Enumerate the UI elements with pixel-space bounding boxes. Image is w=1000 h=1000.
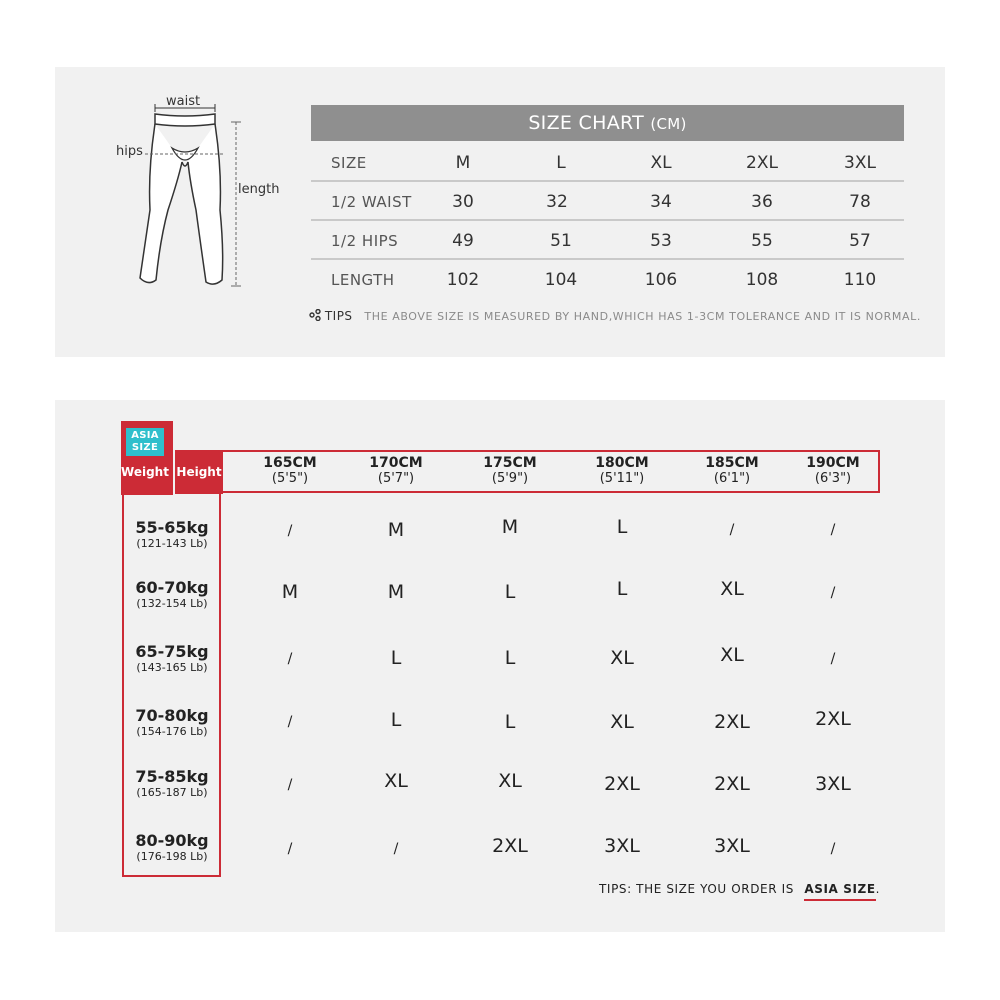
weight-row-header <box>122 768 222 799</box>
size-recommendation-cell: L <box>616 516 628 538</box>
size-recommendation-cell: L <box>504 581 516 603</box>
size-chart-title-bar <box>311 105 904 141</box>
size-recommendation-cell: 2XL <box>815 708 851 730</box>
asia-size-footer-tip <box>599 882 880 896</box>
tips-text: THE ABOVE SIZE IS MEASURED BY HAND,WHICH HAS 1-3CM TOLERANCE AND IT IS NORMAL. <box>364 310 921 323</box>
size-chart-cell: 2XL <box>746 153 778 173</box>
weight-kg: 55-65kg <box>135 518 209 537</box>
badge-bottom-text: SIZE <box>131 442 159 453</box>
size-recommendation-cell: / <box>830 522 836 538</box>
row-label: 1/2 WAIST <box>331 193 412 211</box>
size-recommendation-cell: XL <box>720 644 744 666</box>
size-recommendation-cell: M <box>281 581 299 603</box>
length-label: length <box>238 182 280 197</box>
size-chart-cell: 51 <box>550 231 572 251</box>
size-recommendation-cell: 2XL <box>604 773 640 795</box>
size-recommendation-cell: 3XL <box>714 835 750 857</box>
height-ft: (5'9") <box>491 471 529 486</box>
size-label: SIZE <box>331 154 367 172</box>
weight-row-header <box>122 643 222 674</box>
size-recommendation-cell: / <box>287 841 293 857</box>
size-chart-cell: 106 <box>644 270 678 290</box>
size-chart-cell: 108 <box>745 270 779 290</box>
size-recommendation-cell: / <box>287 714 293 730</box>
size-chart-cell: 78 <box>849 192 871 212</box>
weight-lb: (132-154 Lb) <box>136 597 208 610</box>
weight-kg: 75-85kg <box>135 767 209 786</box>
size-chart-unit: (CM) <box>650 115 687 133</box>
size-chart-row <box>311 182 904 221</box>
height-column-header <box>682 455 782 487</box>
size-recommendation-cell: / <box>287 523 293 539</box>
weight-frame <box>122 494 221 877</box>
badge-top-text: ASIA <box>131 430 159 441</box>
size-recommendation-cell: 2XL <box>492 835 528 857</box>
size-recommendation-cell: L <box>390 709 402 731</box>
weight-kg: 60-70kg <box>135 578 209 597</box>
size-chart-cell: 55 <box>751 231 773 251</box>
footer-asia-size: ASIA SIZE <box>804 882 875 901</box>
size-recommendation-cell: 3XL <box>604 835 640 857</box>
size-recommendation-cell: M <box>387 581 405 603</box>
size-chart-cell: 102 <box>446 270 480 290</box>
size-recommendation-cell: / <box>287 777 293 793</box>
size-chart-cell: 32 <box>546 192 568 212</box>
weight-lb: (165-187 Lb) <box>136 786 208 799</box>
size-recommendation-cell: 3XL <box>815 773 851 795</box>
size-chart-row <box>311 260 904 299</box>
size-recommendation-cell: / <box>393 841 399 857</box>
size-recommendation-cell: L <box>390 647 402 669</box>
size-chart-cell: 104 <box>544 270 578 290</box>
size-recommendation-cell: M <box>501 516 519 538</box>
size-chart-cell: 49 <box>452 231 474 251</box>
size-chart-row <box>311 221 904 260</box>
height-cm: 170CM <box>369 455 423 471</box>
size-recommendation-cell: / <box>729 522 735 538</box>
height-cm: 165CM <box>263 455 317 471</box>
footer-period: . <box>875 882 881 896</box>
size-chart-cell: 110 <box>843 270 877 290</box>
row-label: LENGTH <box>331 271 395 289</box>
weight-lb: (154-176 Lb) <box>136 725 208 738</box>
hips-label: hips <box>116 144 143 159</box>
height-column-header <box>240 455 340 487</box>
height-ft: (6'3") <box>814 471 852 486</box>
height-cm: 190CM <box>806 455 860 471</box>
height-column-header <box>783 455 883 487</box>
weight-lb: (121-143 Lb) <box>136 537 208 550</box>
height-ft: (5'11") <box>599 471 645 486</box>
row-label: 1/2 HIPS <box>331 232 399 250</box>
asia-size-badge <box>121 421 173 495</box>
size-recommendation-cell: L <box>616 578 628 600</box>
height-column-header <box>572 455 672 487</box>
footer-tip-text: TIPS: THE SIZE YOU ORDER IS <box>599 882 794 896</box>
waist-label: waist <box>166 94 201 109</box>
size-recommendation-cell: L <box>504 647 516 669</box>
height-cm: 180CM <box>595 455 649 471</box>
height-column-header <box>460 455 560 487</box>
weight-header: Weight <box>121 465 169 479</box>
height-cm: 185CM <box>705 455 759 471</box>
weight-row-header <box>122 707 222 738</box>
size-recommendation-cell: 2XL <box>714 773 750 795</box>
size-chart-title: SIZE CHART <box>528 112 645 134</box>
weight-kg: 65-75kg <box>135 642 209 661</box>
height-ft: (6'1") <box>713 471 751 486</box>
size-chart-cell: 3XL <box>844 153 876 173</box>
asia-size-tab <box>126 428 164 456</box>
size-recommendation-cell: / <box>830 651 836 667</box>
size-recommendation-cell: L <box>504 711 516 733</box>
size-chart-cell: L <box>556 153 566 173</box>
size-chart-cell: 30 <box>452 192 474 212</box>
size-recommendation-cell: XL <box>384 770 408 792</box>
size-recommendation-cell: / <box>287 651 293 667</box>
height-ft: (5'7") <box>377 471 415 486</box>
size-recommendation-cell: XL <box>720 578 744 600</box>
weight-kg: 80-90kg <box>135 831 209 850</box>
height-cm: 175CM <box>483 455 537 471</box>
size-chart-cell: 53 <box>650 231 672 251</box>
size-chart-cell: 36 <box>751 192 773 212</box>
size-chart-header-row <box>311 143 904 182</box>
height-ft: (5'5") <box>271 471 309 486</box>
size-recommendation-cell: XL <box>610 647 634 669</box>
weight-lb: (176-198 Lb) <box>136 850 208 863</box>
share-icon <box>309 309 321 321</box>
size-chart-cell: 57 <box>849 231 871 251</box>
size-chart-cell: M <box>455 153 471 173</box>
size-recommendation-cell: / <box>830 841 836 857</box>
size-chart-cell: 34 <box>650 192 672 212</box>
size-chart-cell: XL <box>650 153 672 173</box>
height-column-header <box>346 455 446 487</box>
weight-lb: (143-165 Lb) <box>136 661 208 674</box>
size-recommendation-cell: / <box>830 585 836 601</box>
weight-kg: 70-80kg <box>135 706 209 725</box>
size-recommendation-cell: XL <box>610 711 634 733</box>
tips-label: TIPS <box>324 309 353 323</box>
measurement-tips <box>309 309 921 323</box>
size-recommendation-cell: 2XL <box>714 711 750 733</box>
weight-row-header <box>122 519 222 550</box>
size-recommendation-cell: M <box>387 519 405 541</box>
size-recommendation-cell: XL <box>498 770 522 792</box>
pants-measurement-figure <box>100 90 300 300</box>
weight-row-header <box>122 579 222 610</box>
height-header: Height <box>175 450 223 494</box>
weight-row-header <box>122 832 222 863</box>
